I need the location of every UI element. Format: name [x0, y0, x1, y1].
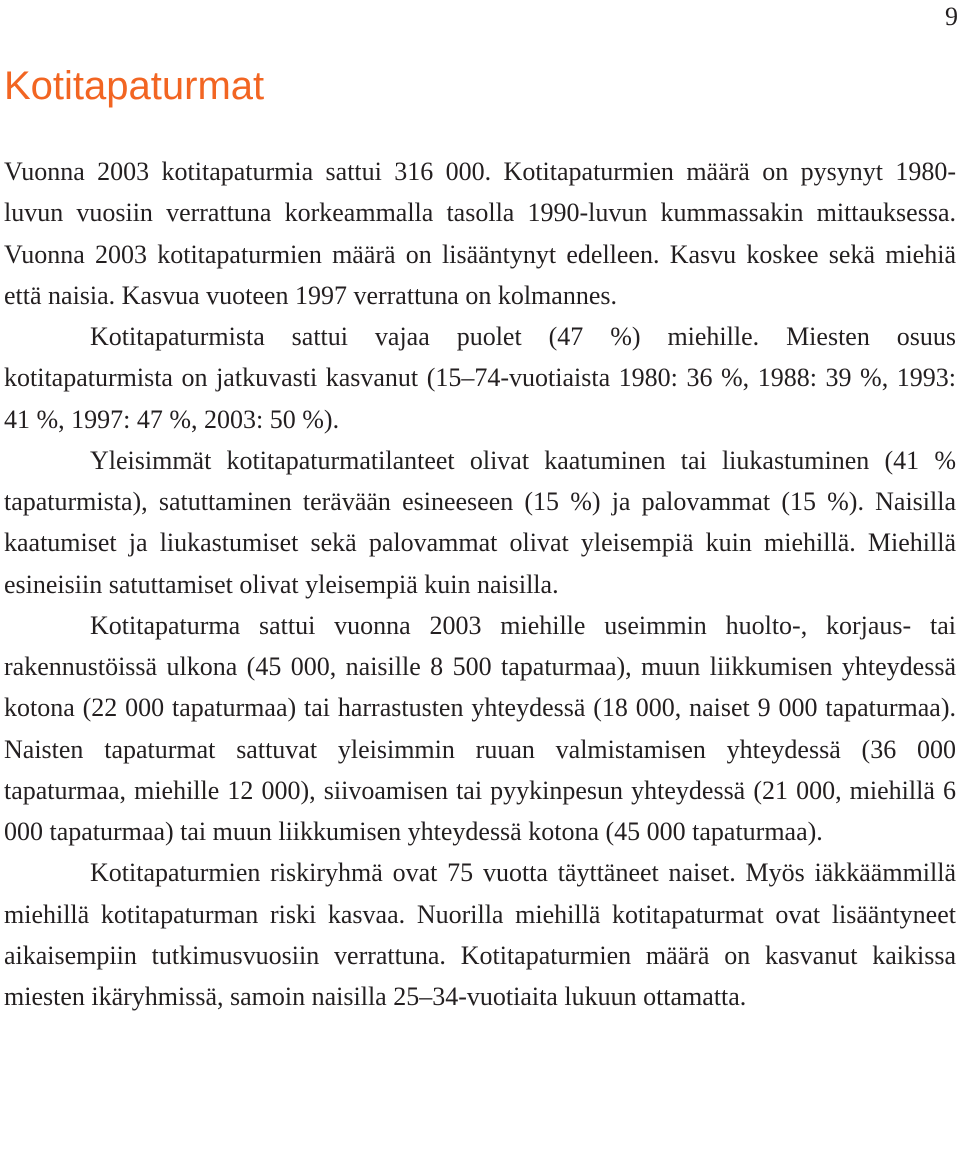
paragraph-activities: Kotitapaturma sattui vuonna 2003 miehille useimmin huolto-, korjaus- tai rakennustöissä ulkona (45 000, naisille 8 500 tapaturmaa), muun liikkumisen yhteydessä kotona (22 000 tapaturmaa) tai harrastusten yhteydessä (18 000, naiset 9 000 tapaturmaa). Naisten tapaturmat sattuvat yleisimmin ruuan valmistamisen yhteydessä (36 000 tapaturmaa, miehille 12 000), siivoamisen tai pyykinpesun yhteydessä (21 000, miehillä 6 000 tapaturmaa) tai muun liikkumisen yhteydessä kotona (45 000 tapaturmaa). [4, 610, 956, 846]
page-title: Kotitapaturmat [4, 64, 265, 108]
paragraph-common-situations: Yleisimmät kotitapaturmatilanteet olivat kaatuminen tai liukastuminen (41 % tapaturmista), satuttaminen terävään esineeseen (15 %) ja palovammat (15 %). Naisilla kaatumiset ja liukastumiset sekä palovammat olivat yleisempiä kuin miehillä. Miehillä esineisiin satuttamiset olivat yleisempiä kuin naisilla. [4, 445, 956, 599]
paragraph-risk-groups: Kotitapaturmien riskiryhmä ovat 75 vuotta täyttäneet naiset. Myös iäkkäämmillä miehillä kotitapaturman riski kasvaa. Nuorilla miehillä kotitapaturmat ovat lisääntyneet aikaisempiin tutkimusvuosiin verrattuna. Kotitapaturmien määrä on kasvanut kaikissa miesten ikäryhmissä, samoin naisilla 25–34-vuotiaita lukuun ottamatta. [4, 858, 956, 1011]
paragraph-men-share: Kotitapaturmista sattui vajaa puolet (47 %) miehille. Miesten osuus kotitapaturmista on jatkuvasti kasvanut (15–74-vuotiaista 1980: 36 %, 1988: 39 %, 1993: 41 %, 1997: 47 %, 2003: 50 %). [4, 322, 956, 434]
page-number: 9 [945, 2, 958, 31]
body-text [4, 151, 956, 1017]
paragraph-intro: Vuonna 2003 kotitapaturmia sattui 316 000. Kotitapaturmien määrä on pysynyt 1980-luvun vuosiin verrattuna korkeammalla tasolla 1990-luvun kummassakin mittauksessa. Vuonna 2003 kotitapaturmien määrä on lisääntynyt edelleen. Kasvu koskee sekä miehiä että naisia. Kasvua vuoteen 1997 verrattuna on kolmannes. [4, 157, 956, 310]
